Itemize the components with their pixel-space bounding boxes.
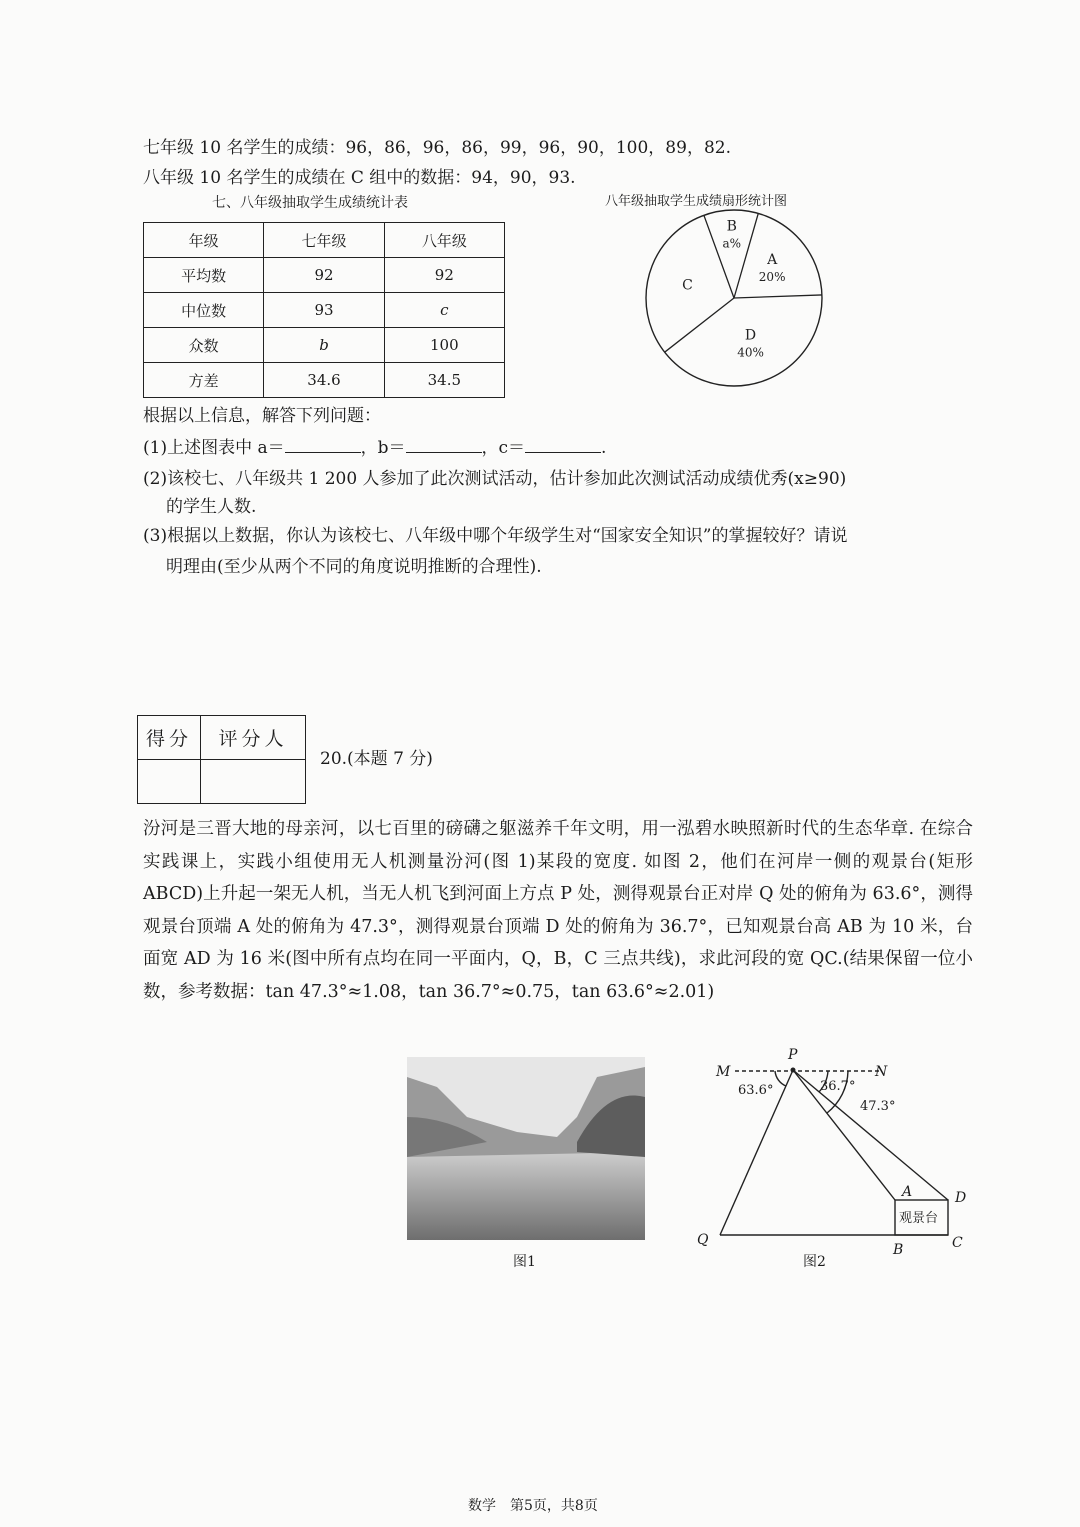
drone-point bbox=[791, 1068, 796, 1073]
line-pd bbox=[793, 1070, 948, 1200]
problem-20-text: 汾河是三晋大地的母亲河，以七百里的磅礴之躯滋养千年文明，用一泓碧水映照新时代的生态华章. 在综合实践课上，实践小组使用无人机测量汾河(图 1)某段的宽度. 如图 2，他们在河岸一侧的观景台(矩形 ABCD)上升起一架无人机，当无人机飞到河面上方点 P 处，测得观景台正对岸 Q 处的俯角为 63.6°，测得观景台顶端 A 处的俯角为 47.3°，测得观景台顶端 D 处的俯角为 36.7°，已知观景台高 AB 为 10 米，台面宽 AD 为 16 米(图中所有点均在同一平面内，Q，B，C 三点共线)，求此河段的宽 QC.(结果保留一位小数，参考数据：tan 47.3°≈1.08，tan 36.7°≈0.75，tan 63.6°≈2.01) bbox=[143, 819, 973, 1002]
questions-lead: 根据以上信息，解答下列问题： bbox=[143, 406, 381, 426]
label-angle-63-6: 63.6° bbox=[738, 1083, 774, 1098]
row-label: 方差 bbox=[144, 363, 264, 398]
question-2-line1: (2)该校七、八年级共 1 200 人参加了此次测试活动，估计参加此次测试活动成绩优秀(x≥90) bbox=[143, 469, 847, 489]
label-q: Q bbox=[697, 1232, 709, 1248]
cell: c bbox=[384, 293, 504, 328]
header-cell: 八年级 bbox=[384, 223, 504, 258]
row-label: 中位数 bbox=[144, 293, 264, 328]
table-title: 七、八年级抽取学生成绩统计表 bbox=[212, 195, 408, 211]
cell: 92 bbox=[384, 258, 504, 293]
pie-slice-value-B: a% bbox=[722, 236, 742, 251]
q1-b-label: ，b＝ bbox=[360, 438, 406, 458]
label-p: P bbox=[788, 1047, 798, 1063]
problem-20-heading: 20.(本题 7 分) bbox=[320, 749, 433, 769]
row-label: 平均数 bbox=[144, 258, 264, 293]
pie-slice-value-A: 20% bbox=[758, 270, 786, 285]
score-label: 得分 bbox=[138, 716, 201, 760]
label-platform: 观景台 bbox=[899, 1211, 939, 1226]
angle-arc-q bbox=[775, 1071, 786, 1086]
header-cell: 年级 bbox=[144, 223, 264, 258]
question-3-line1: (3)根据以上数据，你认为该校七、八年级中哪个年级学生对“国家安全知识”的掌握较好？请说 bbox=[143, 526, 848, 546]
pie-slice-value-D: 40% bbox=[737, 345, 764, 360]
pie-slice-label-A: A bbox=[767, 252, 778, 269]
label-m: M bbox=[716, 1064, 731, 1080]
label-angle-47-3: 47.3° bbox=[860, 1099, 896, 1114]
pie-slice-label-D: D bbox=[744, 327, 757, 344]
cell: 93 bbox=[264, 293, 384, 328]
pie-title: 八年级抽取学生成绩扇形统计图 bbox=[605, 194, 788, 209]
q1-end: . bbox=[601, 438, 607, 458]
cell: 92 bbox=[264, 258, 384, 293]
pie-slice-label-C: C bbox=[682, 277, 693, 294]
grade7-scores: 七年级 10 名学生的成绩：96，86，96，86，99，96，90，100，89，82. bbox=[143, 138, 731, 158]
grader-label: 评分人 bbox=[201, 716, 306, 760]
figure-2-caption: 图2 bbox=[803, 1254, 826, 1270]
q1-c-label: ，c＝ bbox=[481, 438, 526, 458]
label-a: A bbox=[902, 1184, 913, 1200]
cell: 100 bbox=[384, 328, 504, 363]
label-c: C bbox=[952, 1235, 963, 1251]
question-2-line2: 的学生人数. bbox=[166, 497, 257, 517]
label-angle-36-7: 36.7° bbox=[820, 1079, 856, 1094]
cell: b bbox=[264, 328, 384, 363]
question-3-line2: 明理由(至少从两个不同的角度说明推断的合理性). bbox=[166, 557, 542, 577]
cell: 34.5 bbox=[384, 363, 504, 398]
label-b: B bbox=[893, 1242, 904, 1258]
q1-a-label: (1)上述图表中 a＝ bbox=[143, 438, 285, 458]
row-label: 众数 bbox=[144, 328, 264, 363]
label-n: N bbox=[875, 1064, 888, 1080]
figure-1-caption: 图1 bbox=[513, 1254, 536, 1270]
header-cell: 七年级 bbox=[264, 223, 384, 258]
page-footer: 数学 第5页，共8页 bbox=[468, 1498, 598, 1514]
grade8-c-group: 八年级 10 名学生的成绩在 C 组中的数据：94，90，93. bbox=[143, 168, 576, 188]
pie-slice-label-B: B bbox=[726, 218, 737, 235]
cell: 34.6 bbox=[264, 363, 384, 398]
label-d: D bbox=[955, 1190, 967, 1206]
